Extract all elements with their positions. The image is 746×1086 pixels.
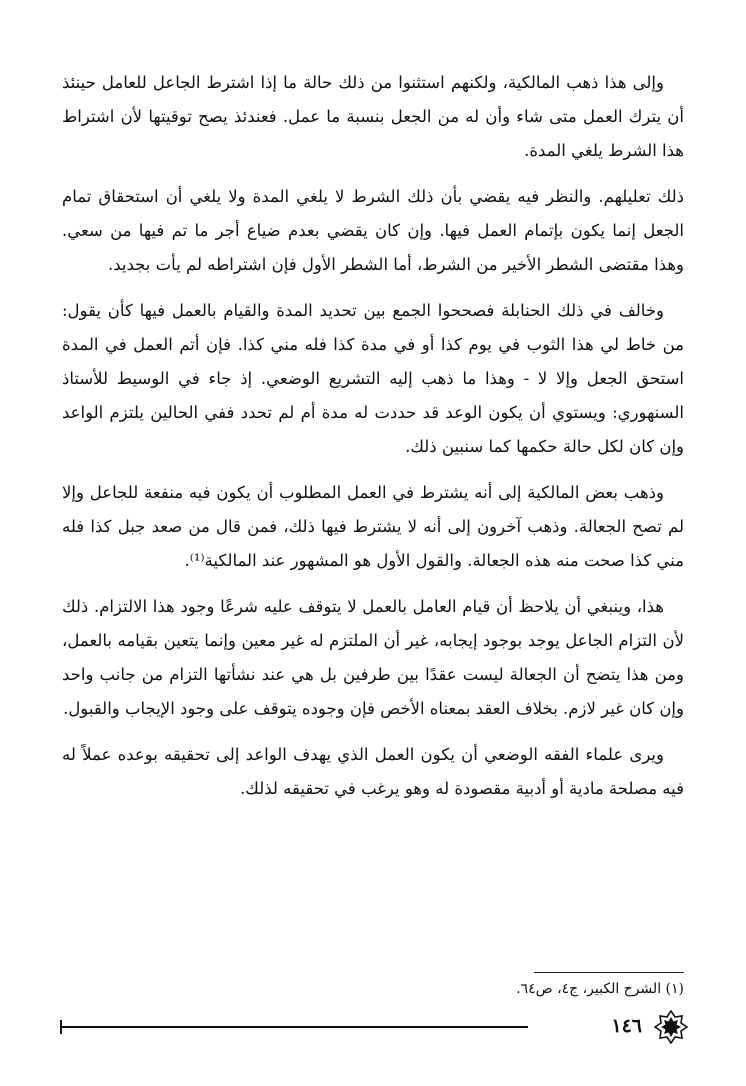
paragraph: هذا، وينبغي أن يلاحظ أن قيام العامل بالعمل لا يتوقف عليه شرعًا وجود هذا الالتزام. ذلك لأن التزام الجاعل يوجد بوجود إيجابه، غير أن الملتزم له غير معين وإنما يتعين بقيامه بالعمل، ومن هذا يتضح أن الجعالة ليست عقدًا بين طرفين بل هي عند نشأتها التزام من جانب واحد وإن كان غير لازم. بخلاف العقد بمعناه الأخص فإن وجوده يتوقف على وجود الإيجاب والقبول. bbox=[62, 597, 684, 718]
paragraph: وخالف في ذلك الحنابلة فصححوا الجمع بين تحديد المدة والقيام بالعمل فيها كأن يقول: من خاط لي هذا الثوب في يوم كذا أو في مدة كذا فله مني كذا. فإن أتم العمل في المدة استحق الجعل وإلا لا - وهذا ما ذهب إليه التشريع الوضعي. إذ جاء في الوسيط للأستاذ السنهوري: ويستوي أن يكون الوعد قد حددت له مدة أم لم تحدد ففي الحالين يلتزم الواعد وإن كان لكل حالة حكمها كما سنبين ذلك. bbox=[62, 301, 684, 456]
page-body bbox=[62, 66, 684, 818]
paragraph: وذهب بعض المالكية إلى أنه يشترط في العمل المطلوب أن يكون فيه منفعة للجاعل وإلا لم تصح الجعالة. وذهب آخرون إلى أنه لا يشترط فيها ذلك، فمن قال من صعد جبل كذا فله مني كذا صحت منه هذه الجعالة. والقول الأول هو المشهور عند المالكية⁽¹⁾. bbox=[62, 483, 684, 570]
footer-rule-end bbox=[60, 1020, 62, 1034]
page-footer bbox=[60, 1010, 688, 1044]
star-ornament-icon bbox=[654, 1010, 688, 1044]
page-number: ١٤٦ bbox=[611, 1015, 642, 1037]
footnote: (١) الشرح الكبير، ج٤، ص٦٤. bbox=[516, 981, 684, 997]
footer-rule bbox=[60, 1026, 528, 1028]
paragraph: وإلى هذا ذهب المالكية، ولكنهم استثنوا من ذلك حالة ما إذا اشترط الجاعل للعامل حينئذ أن يترك العمل متى شاء وأن له من الجعل بنسبة ما عمل. فعندئذ يصح توقيتها لأن اشتراط هذا الشرط يلغي المدة. bbox=[62, 73, 684, 160]
paragraph: ويرى علماء الفقه الوضعي أن يكون العمل الذي يهدف الواعد إلى تحقيقه بوعده عملاً له فيه مصلحة مادية أو أدبية مقصودة له وهو يرغب في تحقيقه لذلك. bbox=[62, 745, 684, 798]
paragraph: ذلك تعليلهم. والنظر فيه يقضي بأن ذلك الشرط لا يلغي المدة ولا يلغي أن استحقاق تمام الجعل إنما يكون بإتمام العمل فيها. وإن كان يقضي بعدم ضياع أجر ما تم فيها من سعي. وهذا مقتضى الشطر الأخير من الشرط، أما الشطر الأول فإن اشتراطه لم يأت بجديد. bbox=[62, 187, 684, 274]
footnote-separator bbox=[534, 972, 684, 973]
